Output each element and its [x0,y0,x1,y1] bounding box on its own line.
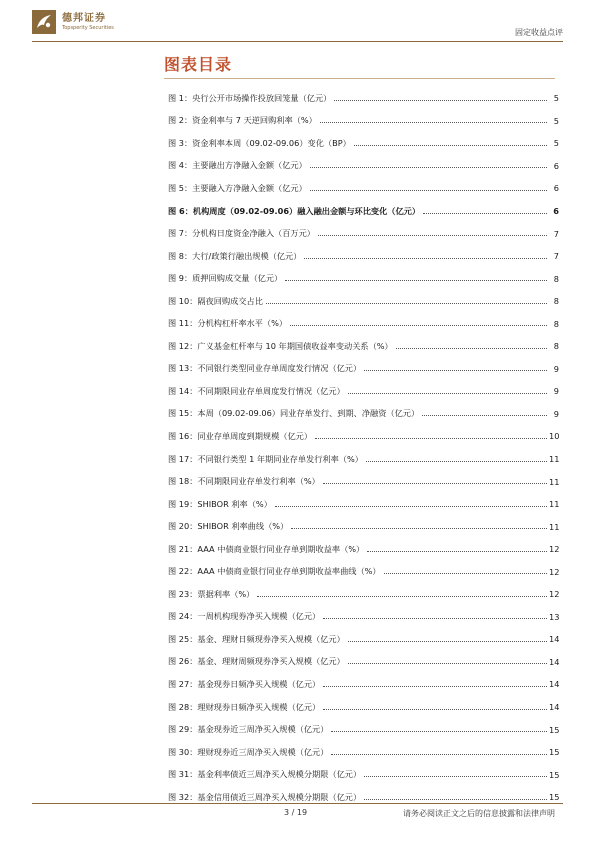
toc-entry[interactable] [168,606,559,629]
footer-divider [32,803,563,804]
toc-entry[interactable] [168,515,559,538]
toc-leader-dots [422,415,547,416]
toc-leader-dots [364,370,547,371]
toc-entry-label: 图 7：分机构日度资金净融入（百万元） [168,228,315,239]
toc-leader-dots [354,145,547,146]
toc-entry-label: 图 17：不同银行类型 1 年期同业存单发行利率（%） [168,453,363,464]
logo-icon [32,10,56,34]
page-title: 图表目录 [164,55,233,74]
toc-entry-label: 图 20：SHIBOR 利率曲线（%） [168,521,289,532]
toc-leader-dots [323,483,547,484]
toc-entry-page: 15 [549,769,560,780]
toc-entry-label: 图 19：SHIBOR 利率（%） [168,498,272,509]
toc-leader-dots [318,235,547,236]
toc-entry-page: 9 [553,386,559,397]
toc-leader-dots [315,438,547,439]
toc-leader-dots [275,506,547,507]
toc-entry-page: 7 [553,251,559,262]
toc-entry-label: 图 32：基金信用债近三周净买入规模分期限（亿元） [168,791,362,802]
toc-leader-dots [423,213,547,214]
toc-entry-label: 图 2：资金利率与 7 天逆回购利率（%） [168,115,317,126]
toc-entry-label: 图 13：不同银行类型同业存单周度发行情况（亿元） [168,363,362,374]
toc-entry[interactable] [168,560,559,583]
toc-entry-page: 12 [549,566,560,577]
logo-chinese-name: 德邦证券 [62,12,106,24]
toc-entry-label: 图 29：基金现券近三周净买入规模（亿元） [168,724,329,735]
toc-leader-dots [364,799,547,800]
toc-leader-dots [257,596,547,597]
toc-entry[interactable] [168,786,559,809]
disclaimer-text: 请务必阅读正文之后的信息披露和法律声明 [403,809,555,818]
toc-entry-page: 10 [549,431,560,442]
toc-entry[interactable] [168,155,559,178]
toc-leader-dots [366,461,547,462]
toc-entry-label: 图 27：基金现券日频净买入规模（亿元） [168,678,321,689]
toc-entry[interactable] [168,245,559,268]
toc-entry-label: 图 18：不同期限同业存单发行利率（%） [168,476,320,487]
toc-entry-page: 5 [553,115,559,126]
toc-leader-dots [348,393,547,394]
toc-entry[interactable] [168,200,559,223]
toc-leader-dots [323,709,547,710]
toc-leader-dots [304,258,547,259]
toc-leader-dots [291,528,547,529]
toc-entry-page: 11 [549,454,560,465]
toc-entry-label: 图 4：主要融出方净融入金额（亿元） [168,160,307,171]
toc-entry[interactable] [168,538,559,561]
toc-entry[interactable] [168,290,559,313]
toc-entry[interactable] [168,87,559,110]
toc-entry-label: 图 31：基金利率债近三周净买入规模分期限（亿元） [168,769,362,780]
toc-entry-page: 14 [549,679,560,690]
toc-entry-label: 图 15：本周（09.02-09.06）同业存单发行、到期、净融资（亿元） [168,408,420,419]
toc-entry[interactable] [168,358,559,381]
page-header [0,0,595,46]
title-divider [164,78,555,79]
toc-entry-label: 图 16：同业存单周度到期规模（亿元） [168,430,313,441]
toc-entry[interactable] [168,493,559,516]
toc-entry[interactable] [168,673,559,696]
toc-entry-page: 6 [553,206,559,216]
toc-entry-page: 12 [549,544,560,555]
toc-entry[interactable] [168,380,559,403]
toc-entry-label: 图 6：机构周度（09.02-09.06）融入融出金额与环比变化（亿元） [168,205,421,216]
toc-entry-label: 图 30：理财现券近三周净买入规模（亿元） [168,746,329,757]
toc-entry[interactable] [168,312,559,335]
toc-entry-page: 9 [553,408,559,419]
toc-entry[interactable] [168,177,559,200]
toc-entry[interactable] [168,110,559,133]
toc-entry[interactable] [168,696,559,719]
company-logo [32,10,114,34]
report-category: 固定收益点评 [515,28,563,37]
toc-entry[interactable] [168,222,559,245]
toc-entry-label: 图 28：理财现券日频净买入规模（亿元） [168,701,321,712]
toc-entry-page: 8 [553,273,559,284]
toc-entry[interactable] [168,267,559,290]
toc-entry-label: 图 23：票据利率（%） [168,588,255,599]
toc-entry-page: 12 [549,589,560,600]
header-divider [32,41,563,42]
toc-entry[interactable] [168,628,559,651]
toc-entry-page: 14 [549,634,560,645]
toc-entry-page: 14 [549,656,560,667]
table-of-figures [168,87,559,809]
toc-leader-dots [396,348,547,349]
toc-entry-label: 图 3：资金利率本周（09.02-09.06）变化（BP） [168,137,351,148]
toc-entry-label: 图 1：央行公开市场操作投放回笼量（亿元） [168,92,332,103]
toc-entry-page: 5 [553,138,559,149]
toc-leader-dots [323,618,547,619]
toc-leader-dots [310,190,547,191]
toc-entry-label: 图 12：广义基金杠杆率与 10 年期国债收益率变动关系（%） [168,340,393,351]
toc-entry-label: 图 21：AAA 中债商业银行同业存单到期收益率（%） [168,543,365,554]
toc-entry-label: 图 8：大行/政策行融出规模（亿元） [168,250,302,261]
toc-entry-page: 15 [549,792,560,803]
toc-entry[interactable] [168,763,559,786]
toc-leader-dots [331,731,547,732]
toc-entry-label: 图 14：不同期限同业存单周度发行情况（亿元） [168,385,345,396]
toc-entry[interactable] [168,132,559,155]
toc-entry-label: 图 22：AAA 中债商业银行同业存单到期收益率曲线（%） [168,566,381,577]
logo-english-name: Topsperity Securities [62,24,114,31]
toc-leader-dots [285,280,547,281]
toc-entry-page: 8 [553,296,559,307]
toc-entry[interactable] [168,470,559,493]
toc-leader-dots [384,573,547,574]
toc-leader-dots [367,551,547,552]
toc-leader-dots [364,776,547,777]
toc-entry-page: 14 [549,702,560,713]
toc-entry[interactable] [168,651,559,674]
toc-entry[interactable] [168,583,559,606]
toc-entry[interactable] [168,741,559,764]
toc-entry[interactable] [168,448,559,471]
toc-entry-label: 图 10：隔夜回购成交占比 [168,295,263,306]
toc-entry-label: 图 25：基金、理财日频现券净买入规模（亿元） [168,633,345,644]
toc-entry-page: 6 [553,160,559,171]
toc-entry-page: 15 [549,724,560,735]
toc-entry[interactable] [168,403,559,426]
toc-entry-page: 7 [553,228,559,239]
toc-leader-dots [348,641,547,642]
toc-entry[interactable] [168,718,559,741]
toc-entry-page: 8 [553,341,559,352]
toc-entry-page: 11 [549,521,560,532]
toc-leader-dots [323,686,547,687]
toc-leader-dots [348,663,547,664]
toc-entry-page: 13 [549,611,560,622]
toc-entry-page: 11 [549,476,560,487]
toc-leader-dots [266,303,547,304]
toc-entry-label: 图 26：基金、理财周频现券净买入规模（亿元） [168,656,345,667]
toc-entry-label: 图 11：分机构杠杆率水平（%） [168,318,288,329]
toc-entry-page: 5 [553,93,559,104]
toc-entry[interactable] [168,335,559,358]
toc-leader-dots [310,167,547,168]
toc-leader-dots [331,754,547,755]
toc-entry-page: 8 [553,318,559,329]
page-number: 3 / 19 [284,808,308,817]
toc-entry[interactable] [168,425,559,448]
toc-entry-label: 图 5：主要融入方净融入金额（亿元） [168,182,307,193]
toc-leader-dots [334,100,547,101]
toc-entry-page: 6 [553,183,559,194]
toc-entry-label: 图 24：一周机构现券净买入规模（亿元） [168,611,321,622]
toc-entry-page: 11 [549,499,560,510]
toc-entry-label: 图 9：质押回购成交量（亿元） [168,273,283,284]
toc-entry-page: 9 [553,363,559,374]
toc-leader-dots [320,122,547,123]
toc-leader-dots [290,325,547,326]
toc-entry-page: 15 [549,747,560,758]
